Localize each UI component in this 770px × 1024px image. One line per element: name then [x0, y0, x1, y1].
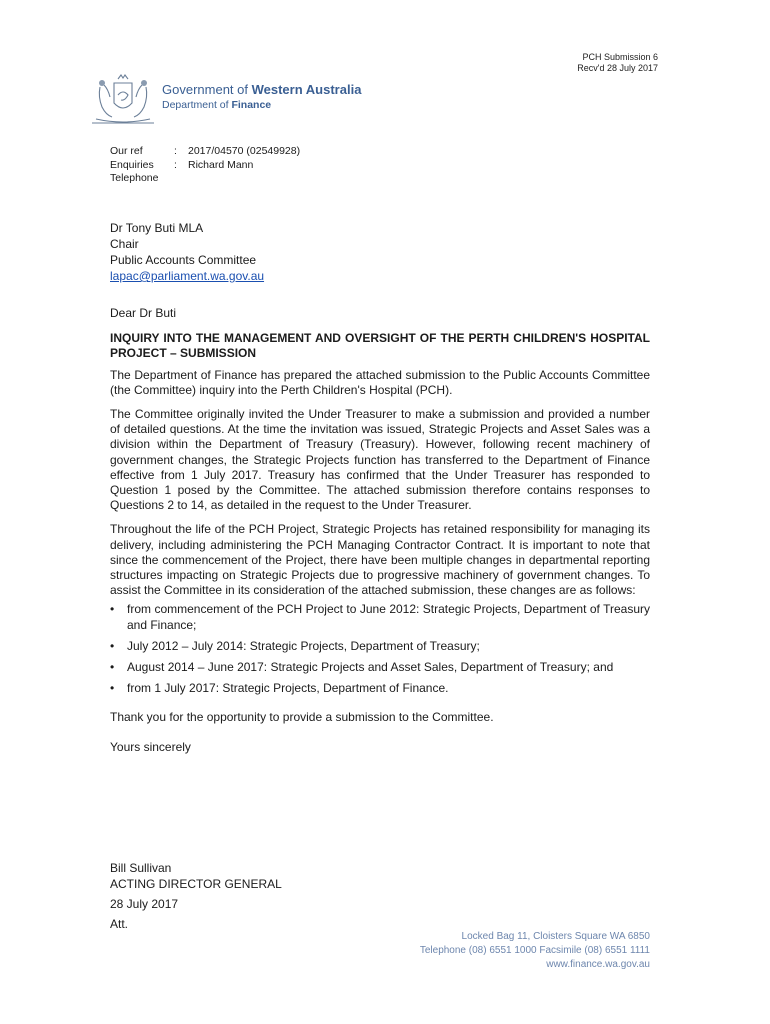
changes-list — [110, 602, 650, 696]
attachment-note: Att. — [110, 917, 129, 931]
reference-row: Our ref : 2017/04570 (02549928) — [110, 145, 301, 157]
stamp-line-1: PCH Submission 6 — [582, 52, 658, 62]
list-item: • July 2012 – July 2014: Strategic Projects, Department of Treasury; — [110, 639, 650, 654]
footer-phone: Telephone (08) 6551 1000 Facsimile (08) 6551 1111 — [419, 945, 650, 956]
recipient-name: Dr Tony Buti MLA — [110, 221, 204, 235]
list-item: • from 1 July 2017: Strategic Projects, Department of Finance. — [110, 681, 650, 696]
signature-block — [110, 860, 282, 932]
received-stamp — [577, 52, 658, 74]
recipient-email-link[interactable]: lapac@parliament.wa.gov.au — [110, 269, 265, 283]
signatory-title: ACTING DIRECTOR GENERAL — [110, 877, 282, 891]
footer-website: www.finance.wa.gov.au — [546, 959, 650, 970]
department-name: Department of Finance — [162, 99, 272, 111]
reference-label: Telephone — [110, 172, 159, 184]
list-item: • August 2014 – June 2017: Strategic Projects and Asset Sales, Department of Treasury; and — [110, 660, 650, 675]
recipient-address — [110, 220, 264, 284]
footer-address: Locked Bag 11, Cloisters Square WA 6850 — [461, 931, 650, 942]
reference-label: Our ref — [110, 145, 143, 157]
salutation: Dear Dr Buti — [110, 306, 177, 320]
signatory-name: Bill Sullivan — [110, 861, 172, 875]
footer-contact — [420, 930, 650, 972]
letter-body — [110, 306, 650, 755]
reference-row — [110, 172, 300, 186]
reference-block — [110, 145, 300, 186]
paragraph-3: Throughout the life of the PCH Project, Strategic Projects has retained responsibility for managing its delivery, including administering the PCH Managing Contractor Contract. It is important to note that since the commencement of the Project, there have been multiple changes in departmental reporting structures impacting on Strategic Projects due to progressive machinery of government changes. To assist the Committee in its consideration of the attached submission, these changes are as follows: — [110, 522, 650, 598]
reference-row: Enquiries : Richard Mann — [110, 158, 254, 171]
thanks-paragraph: Thank you for the opportunity to provide a submission to the Committee. — [110, 710, 494, 725]
reference-value: Richard Mann — [188, 158, 254, 171]
wa-coat-of-arms-icon — [88, 73, 158, 127]
stamp-line-2: Recv'd 28 July 2017 — [577, 63, 658, 73]
closing: Yours sincerely — [110, 739, 191, 754]
government-name: Government of Western Australia — [162, 82, 362, 97]
reference-value: 2017/04570 (02549928) — [188, 145, 301, 157]
list-item: • from commencement of the PCH Project to June 2012: Strategic Projects, Department of Treasury and Finance; — [110, 602, 650, 632]
subject-heading: INQUIRY INTO THE MANAGEMENT AND OVERSIGHT OF THE PERTH CHILDREN'S HOSPITAL PROJECT – SUBMISSION — [110, 331, 650, 361]
paragraph-1: The Department of Finance has prepared the attached submission to the Public Accounts Committee (the Committee) inquiry into the Perth Children's Hospital (PCH). — [110, 367, 650, 397]
recipient-role: Chair — [110, 237, 139, 251]
paragraph-2: The Committee originally invited the Under Treasurer to make a submission and provided a number of detailed questions. At the time the invitation was issued, Strategic Projects and Asset Sales was a division within the Department of Treasury (Treasury). However, following recent machinery of government changes, the Strategic Projects function has transferred to the Department of Finance effective from 1 July 2017. Treasury has confirmed that the Under Treasurer has responded to Question 1 posed by the Committee. The attached submission therefore contains responses to Questions 2 to 14, as detailed in the request to the Under Treasurer. — [110, 407, 650, 513]
reference-label: Enquiries — [110, 158, 154, 171]
letter-date: 28 July 2017 — [110, 897, 179, 911]
recipient-org: Public Accounts Committee — [110, 253, 257, 267]
